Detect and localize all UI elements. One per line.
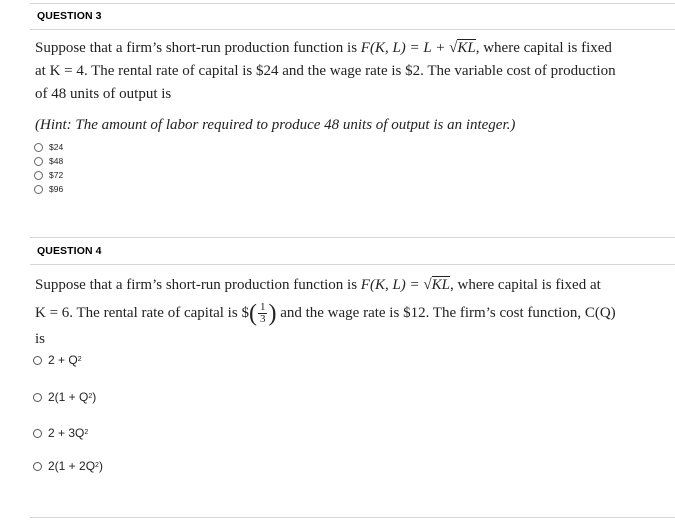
radio-button[interactable] bbox=[34, 143, 43, 152]
q4-option-b[interactable]: 2(1 + Q 2 ) bbox=[33, 390, 96, 404]
question-3-line-3: of 48 units of output is bbox=[35, 86, 172, 102]
question-3-line-1: Suppose that a firm’s short-run production function is F(K, L) = L + √KL, where capital is fixed bbox=[35, 37, 655, 60]
radio-button[interactable] bbox=[34, 157, 43, 166]
radio-button[interactable] bbox=[33, 462, 42, 471]
sqrt-symbol: √KL bbox=[449, 40, 476, 56]
question-4-text bbox=[35, 272, 655, 352]
fraction: $\frac{1}{3}$ bbox=[259, 301, 266, 326]
question-4-line-2: K = 6. The rental rate of capital is $( $\frac{1}{3}$ ) and the wage rate is $12. The firm’s cost function, C(Q) bbox=[35, 300, 616, 327]
q4-option-c[interactable]: 2 + 3Q 2 bbox=[33, 426, 88, 440]
question-3-text bbox=[35, 37, 655, 106]
sqrt-symbol: √KL bbox=[423, 277, 451, 293]
top-divider bbox=[30, 3, 675, 4]
question-3-title: QUESTION 3 bbox=[37, 10, 102, 22]
q3-option-48[interactable]: $48 bbox=[34, 156, 63, 166]
radio-button[interactable] bbox=[34, 185, 43, 194]
question-4-title: QUESTION 4 bbox=[37, 245, 102, 257]
question-4-header-divider bbox=[30, 264, 675, 265]
q3-option-96[interactable]: $96 bbox=[34, 184, 63, 194]
question-3-header-divider bbox=[30, 29, 675, 30]
question-3-line-2: at K = 4. The rental rate of capital is $24 and the wage rate is $2. The variable cost of production bbox=[35, 63, 616, 79]
question-4-line-1: Suppose that a firm’s short-run production function is F(K, L) = √KL, where capital is fixed at bbox=[35, 272, 655, 298]
q3-option-24[interactable]: $24 bbox=[34, 142, 63, 152]
q4-option-a[interactable]: 2 + Q 2 bbox=[33, 353, 82, 367]
radio-button[interactable] bbox=[34, 171, 43, 180]
radio-button[interactable] bbox=[33, 393, 42, 402]
q4-option-d[interactable]: 2(1 + 2Q 2 ) bbox=[33, 459, 103, 473]
bottom-divider bbox=[30, 517, 675, 518]
q3-option-72[interactable]: $72 bbox=[34, 170, 63, 180]
question-4-top-divider bbox=[30, 237, 675, 238]
radio-button[interactable] bbox=[33, 429, 42, 438]
radio-button[interactable] bbox=[33, 356, 42, 365]
question-4-line-3: is bbox=[35, 331, 46, 347]
question-3-hint: (Hint: The amount of labor required to produce 48 units of output is an integer.) bbox=[35, 117, 516, 133]
